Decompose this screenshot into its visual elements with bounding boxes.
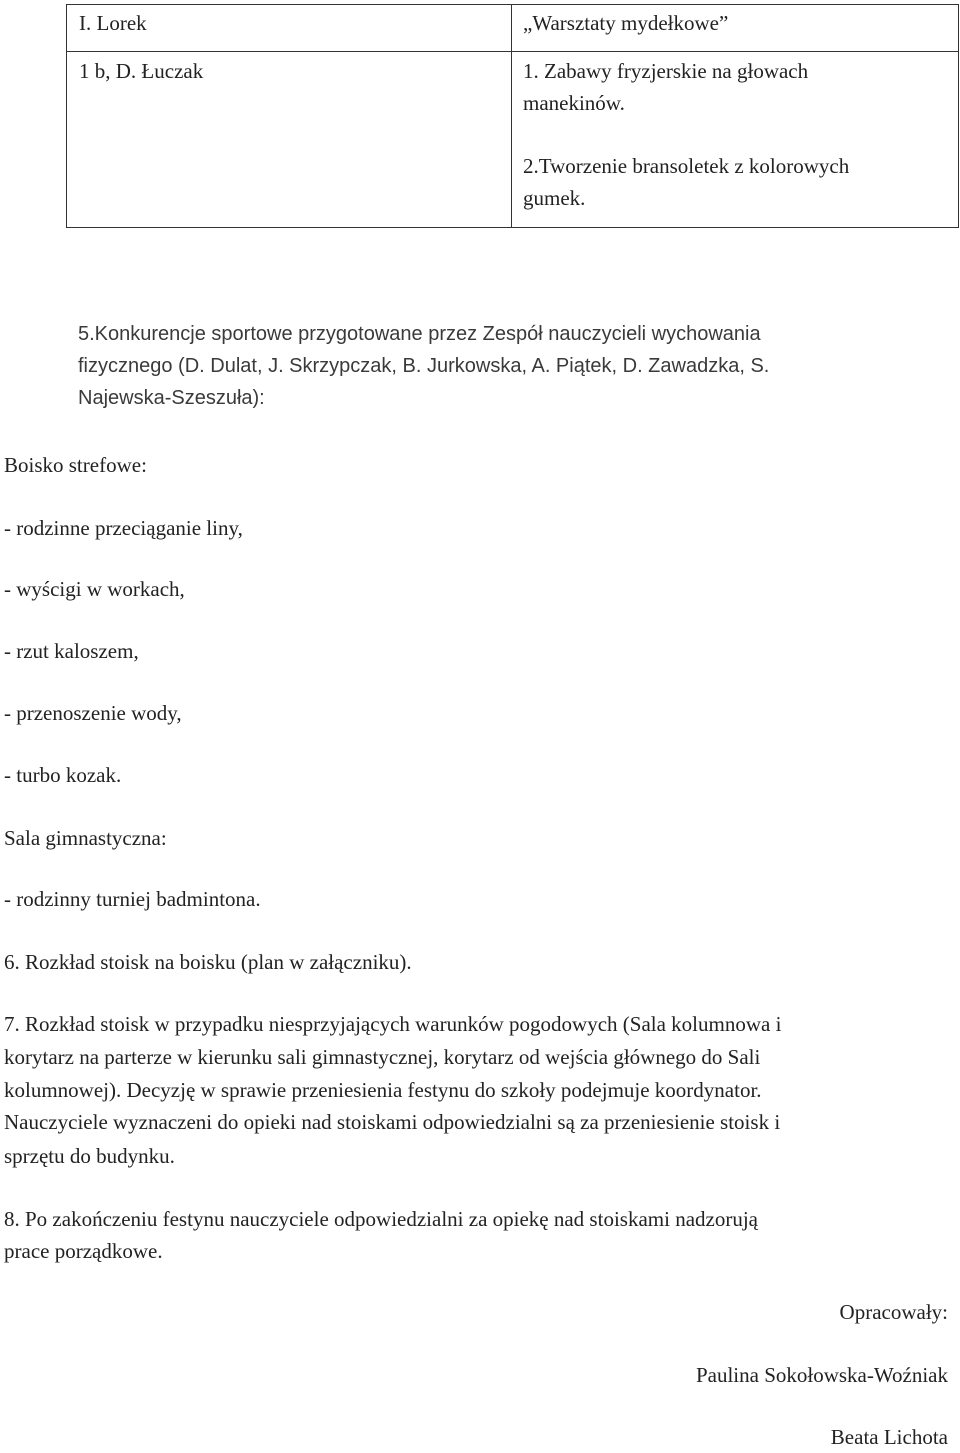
table-cell-text: I. Lorek xyxy=(79,11,147,35)
list-item: - turbo kozak. xyxy=(4,763,122,787)
table-cell-text: 2.Tworzenie bransoletek z kolorowych xyxy=(523,154,850,178)
table-cell-text: 1. Zabawy fryzjerskie na głowach xyxy=(523,59,809,83)
table-cell-activity-2 xyxy=(511,51,959,228)
list-item: - wyścigi w workach, xyxy=(4,577,185,601)
list-item: - rzut kaloszem, xyxy=(4,639,139,663)
table-cell-teacher-2 xyxy=(66,51,512,228)
point-7-line: korytarz na parterze w kierunku sali gimnastycznej, korytarz od wejścia głównego do Sali xyxy=(4,1045,761,1069)
table-cell-text: manekinów. xyxy=(523,91,625,115)
table-cell-activity-1 xyxy=(511,4,959,52)
point-7-line: 7. Rozkład stoisk w przypadku niesprzyjających warunków pogodowych (Sala kolumnowa i xyxy=(4,1012,782,1036)
point-7-line: kolumnowej). Decyzję w sprawie przeniesienia festynu do szkoły podejmuje koordynator. xyxy=(4,1078,762,1102)
list-item: - rodzinny turniej badmintona. xyxy=(4,887,261,911)
boisko-heading: Boisko strefowe: xyxy=(4,453,147,477)
signature-label: Opracowały: xyxy=(839,1300,948,1324)
activities-table xyxy=(66,4,959,228)
table-cell-teacher-1 xyxy=(66,4,512,52)
section5-line: Najewska-Szeszuła): xyxy=(78,387,265,409)
section5-line: 5.Konkurencje sportowe przygotowane przez Zespół nauczycieli wychowania xyxy=(78,323,761,345)
point-6: 6. Rozkład stoisk na boisku (plan w załączniku). xyxy=(4,950,412,974)
section5-line: fizycznego (D. Dulat, J. Skrzypczak, B. Jurkowska, A. Piątek, D. Zawadzka, S. xyxy=(78,355,770,377)
point-8-line: prace porządkowe. xyxy=(4,1239,163,1263)
point-7-line: sprzętu do budynku. xyxy=(4,1144,175,1168)
table-cell-text: „Warsztaty mydełkowe” xyxy=(523,11,729,35)
point-7-line: Nauczyciele wyznaczeni do opieki nad stoiskami odpowiedzialni są za przeniesienie stoisk i xyxy=(4,1110,781,1134)
point-8-line: 8. Po zakończeniu festynu nauczyciele odpowiedzialni za opiekę nad stoiskami nadzorują xyxy=(4,1207,758,1231)
author-name: Paulina Sokołowska-Woźniak xyxy=(695,1363,948,1387)
sala-heading: Sala gimnastyczna: xyxy=(4,826,167,850)
author-name: Beata Lichota xyxy=(830,1425,948,1449)
table-cell-text: 1 b, D. Łuczak xyxy=(79,59,204,83)
table-cell-text: gumek. xyxy=(523,186,586,210)
list-item: - rodzinne przeciąganie liny, xyxy=(4,516,243,540)
list-item: - przenoszenie wody, xyxy=(4,701,182,725)
